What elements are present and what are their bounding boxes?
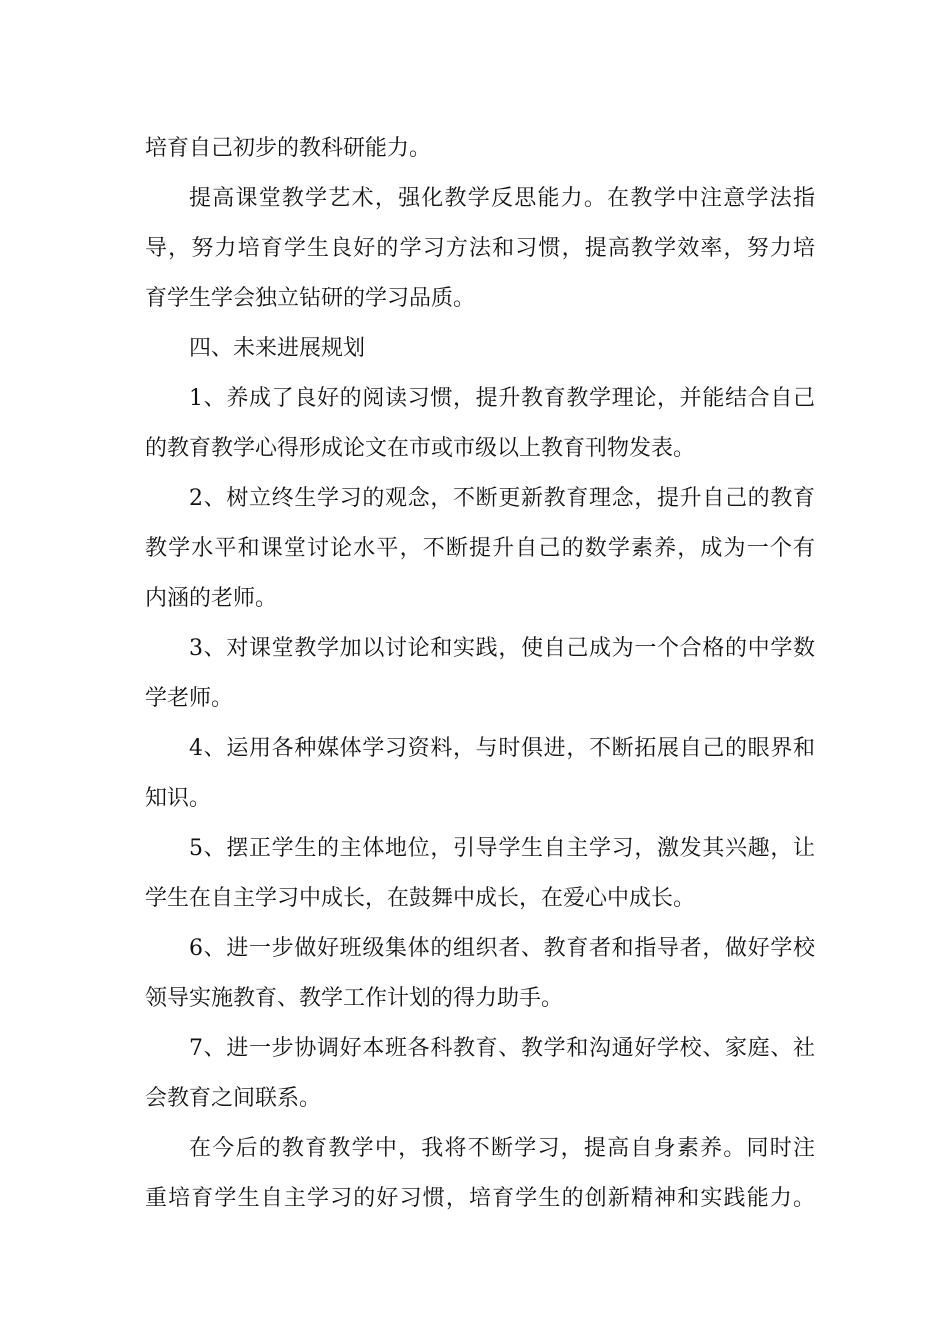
text-line: 在今后的教育教学中，我将不断学习，提高自身素养。同时注 <box>189 1136 815 1161</box>
text-line: 育学生学会独立钻研的学习品质。 <box>145 286 476 311</box>
text-line: 学生在自主学习中成长，在鼓舞中成长，在爱心中成长。 <box>145 886 696 911</box>
text-line: 2、树立终生学习的观念，不断更新教育理念，提升自己的教育 <box>189 486 815 511</box>
text-line: 3、对课堂教学加以讨论和实践，使自己成为一个合格的中学数 <box>189 636 815 661</box>
text-line: 培育自己初步的教科研能力。 <box>145 136 432 161</box>
section-heading: 四、未来进展规划 <box>189 336 366 361</box>
text-line: 学老师。 <box>145 686 234 711</box>
text-line: 内涵的老师。 <box>145 586 278 611</box>
text-line: 6、进一步做好班级集体的组织者、教育者和指导者，做好学校 <box>189 936 815 961</box>
text-line: 领导实施教育、教学工作计划的得力助手。 <box>145 986 564 1011</box>
text-line: 4、运用各种媒体学习资料，与时俱进，不断拓展自己的眼界和 <box>189 736 815 761</box>
text-line: 提高课堂教学艺术，强化教学反思能力。在教学中注意学法指 <box>189 186 815 211</box>
text-line: 知识。 <box>145 786 212 811</box>
text-line: 重培育学生自主学习的好习惯，培育学生的创新精神和实践能力。 <box>145 1186 815 1211</box>
text-line: 导，努力培育学生良好的学习方法和习惯，提高教学效率，努力培 <box>145 236 815 261</box>
text-line: 1、养成了良好的阅读习惯，提升教育教学理论，并能结合自己 <box>189 386 815 411</box>
text-line: 会教育之间联系。 <box>145 1086 322 1111</box>
text-line: 的教育教学心得形成论文在市或市级以上教育刊物发表。 <box>145 436 696 461</box>
text-line: 7、进一步协调好本班各科教育、教学和沟通好学校、家庭、社 <box>189 1036 815 1061</box>
text-line: 5、摆正学生的主体地位，引导学生自主学习，激发其兴趣，让 <box>189 836 815 861</box>
text-line: 教学水平和课堂讨论水平，不断提升自己的数学素养，成为一个有 <box>145 536 815 561</box>
